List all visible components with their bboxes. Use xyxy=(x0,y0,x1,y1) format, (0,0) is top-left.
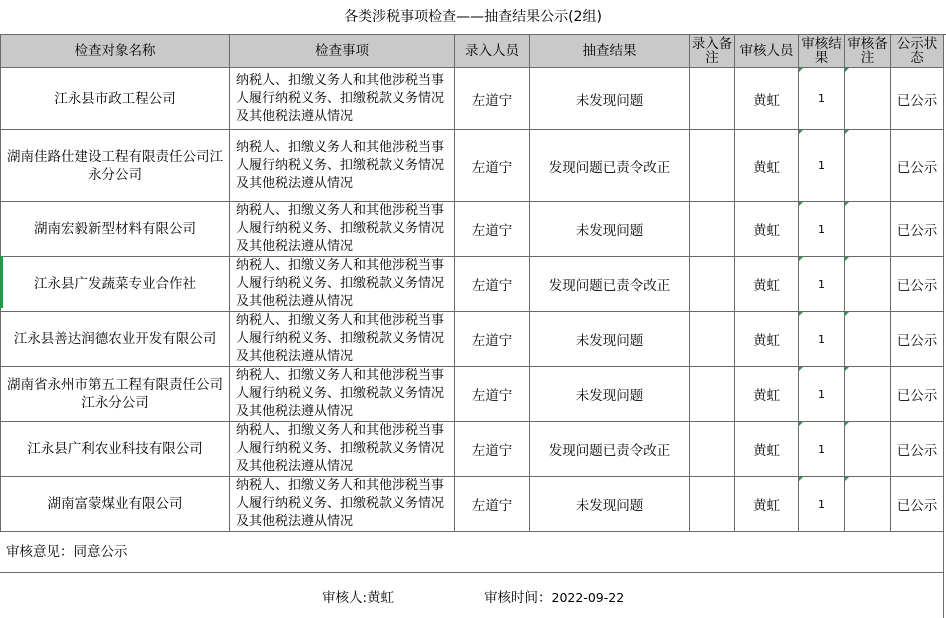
cell-inspection-item[interactable]: 纳税人、扣缴义务人和其他涉税当事人履行纳税义务、扣缴税款义务情况及其他税法遵从情况 xyxy=(230,202,455,257)
cell-reviewer[interactable]: 黄虹 xyxy=(735,312,799,367)
cell-status[interactable]: 已公示 xyxy=(891,68,944,130)
footer-time-value: 2022-09-22 xyxy=(551,590,625,605)
cell-company-name[interactable]: 江永县市政工程公司 xyxy=(1,68,230,130)
table-row xyxy=(1,130,944,202)
cell-reviewer[interactable]: 黄虹 xyxy=(735,477,799,532)
cell-review-note[interactable] xyxy=(845,68,891,130)
footer-review-time xyxy=(484,586,624,606)
cell-company-name[interactable]: 江永县善达润德农业开发有限公司 xyxy=(1,312,230,367)
cell-review-result[interactable]: 1 xyxy=(799,257,845,312)
cell-recorder-note[interactable] xyxy=(690,257,735,312)
cell-review-result[interactable]: 1 xyxy=(799,130,845,202)
table-row xyxy=(1,257,944,312)
cell-status[interactable]: 已公示 xyxy=(891,312,944,367)
header-recorder-note[interactable]: 录入备注 xyxy=(690,35,735,68)
cell-reviewer[interactable]: 黄虹 xyxy=(735,422,799,477)
cell-inspection-item[interactable]: 纳税人、扣缴义务人和其他涉税当事人履行纳税义务、扣缴税款义务情况及其他税法遵从情况 xyxy=(230,477,455,532)
footer-time-label: 审核时间： xyxy=(484,590,552,606)
footer-reviewer: 审核人:黄虹 xyxy=(322,590,395,606)
cell-review-result[interactable]: 1 xyxy=(799,367,845,422)
cell-result[interactable]: 未发现问题 xyxy=(530,367,690,422)
header-item[interactable]: 检查事项 xyxy=(230,35,455,68)
selected-row-marker xyxy=(0,256,3,308)
header-result[interactable]: 抽查结果 xyxy=(530,35,690,68)
table-row xyxy=(1,477,944,532)
cell-inspection-item[interactable]: 纳税人、扣缴义务人和其他涉税当事人履行纳税义务、扣缴税款义务情况及其他税法遵从情况 xyxy=(230,312,455,367)
cell-result[interactable]: 发现问题已责令改正 xyxy=(530,130,690,202)
table-row xyxy=(1,312,944,367)
cell-inspection-item[interactable]: 纳税人、扣缴义务人和其他涉税当事人履行纳税义务、扣缴税款义务情况及其他税法遵从情况 xyxy=(230,422,455,477)
cell-recorder-note[interactable] xyxy=(690,422,735,477)
cell-status[interactable]: 已公示 xyxy=(891,367,944,422)
cell-review-note[interactable] xyxy=(845,130,891,202)
cell-recorder[interactable]: 左道宁 xyxy=(455,202,530,257)
review-opinion xyxy=(0,526,943,573)
cell-result[interactable]: 发现问题已责令改正 xyxy=(530,257,690,312)
cell-reviewer[interactable]: 黄虹 xyxy=(735,367,799,422)
cell-review-note[interactable] xyxy=(845,202,891,257)
cell-inspection-item[interactable]: 纳税人、扣缴义务人和其他涉税当事人履行纳税义务、扣缴税款义务情况及其他税法遵从情况 xyxy=(230,367,455,422)
cell-company-name[interactable]: 湖南佳路仕建设工程有限责任公司江永分公司 xyxy=(1,130,230,202)
results-table xyxy=(0,34,944,532)
cell-inspection-item[interactable]: 纳税人、扣缴义务人和其他涉税当事人履行纳税义务、扣缴税款义务情况及其他税法遵从情况 xyxy=(230,257,455,312)
footer xyxy=(0,573,943,617)
table-row xyxy=(1,367,944,422)
cell-recorder-note[interactable] xyxy=(690,477,735,532)
header-recorder[interactable]: 录入人员 xyxy=(455,35,530,68)
cell-company-name[interactable]: 江永县广利农业科技有限公司 xyxy=(1,422,230,477)
cell-recorder-note[interactable] xyxy=(690,130,735,202)
cell-reviewer[interactable]: 黄虹 xyxy=(735,68,799,130)
cell-review-result[interactable]: 1 xyxy=(799,68,845,130)
header-review-result[interactable]: 审核结果 xyxy=(799,35,845,68)
table-row xyxy=(1,202,944,257)
header-reviewer[interactable]: 审核人员 xyxy=(735,35,799,68)
right-border xyxy=(943,34,944,618)
cell-status[interactable]: 已公示 xyxy=(891,257,944,312)
cell-recorder[interactable]: 左道宁 xyxy=(455,312,530,367)
cell-status[interactable]: 已公示 xyxy=(891,422,944,477)
sheet-title: 各类涉税事项检查——抽查结果公示(2组) xyxy=(0,0,946,35)
cell-recorder[interactable]: 左道宁 xyxy=(455,68,530,130)
cell-recorder[interactable]: 左道宁 xyxy=(455,130,530,202)
cell-review-result[interactable]: 1 xyxy=(799,202,845,257)
cell-recorder[interactable]: 左道宁 xyxy=(455,367,530,422)
header-status[interactable]: 公示状态 xyxy=(891,35,944,68)
cell-review-result[interactable]: 1 xyxy=(799,312,845,367)
cell-reviewer[interactable]: 黄虹 xyxy=(735,130,799,202)
cell-result[interactable]: 发现问题已责令改正 xyxy=(530,422,690,477)
table-row xyxy=(1,68,944,130)
header-name[interactable]: 检查对象名称 xyxy=(1,35,230,68)
cell-company-name[interactable]: 江永县广发蔬菜专业合作社 xyxy=(1,257,230,312)
cell-review-note[interactable] xyxy=(845,257,891,312)
cell-recorder-note[interactable] xyxy=(690,68,735,130)
table-row xyxy=(1,422,944,477)
cell-company-name[interactable]: 湖南宏毅新型材料有限公司 xyxy=(1,202,230,257)
cell-status[interactable]: 已公示 xyxy=(891,477,944,532)
cell-inspection-item[interactable]: 纳税人、扣缴义务人和其他涉税当事人履行纳税义务、扣缴税款义务情况及其他税法遵从情况 xyxy=(230,68,455,130)
cell-status[interactable]: 已公示 xyxy=(891,202,944,257)
cell-recorder-note[interactable] xyxy=(690,202,735,257)
cell-reviewer[interactable]: 黄虹 xyxy=(735,202,799,257)
cell-status[interactable]: 已公示 xyxy=(891,130,944,202)
cell-recorder-note[interactable] xyxy=(690,312,735,367)
cell-review-result[interactable]: 1 xyxy=(799,422,845,477)
cell-review-note[interactable] xyxy=(845,312,891,367)
cell-review-result[interactable]: 1 xyxy=(799,477,845,532)
cell-recorder[interactable]: 左道宁 xyxy=(455,257,530,312)
cell-review-note[interactable] xyxy=(845,367,891,422)
cell-result[interactable]: 未发现问题 xyxy=(530,68,690,130)
header-review-note[interactable]: 审核备注 xyxy=(845,35,891,68)
cell-company-name[interactable]: 湖南省永州市第五工程有限责任公司江永分公司 xyxy=(1,367,230,422)
cell-result[interactable]: 未发现问题 xyxy=(530,312,690,367)
cell-review-note[interactable] xyxy=(845,477,891,532)
cell-result[interactable]: 未发现问题 xyxy=(530,477,690,532)
cell-result[interactable]: 未发现问题 xyxy=(530,202,690,257)
cell-company-name[interactable]: 湖南富蒙煤业有限公司 xyxy=(1,477,230,532)
cell-recorder[interactable]: 左道宁 xyxy=(455,477,530,532)
cell-reviewer[interactable]: 黄虹 xyxy=(735,257,799,312)
review-opinion-text: 审核意见：同意公示 xyxy=(6,544,128,560)
cell-recorder-note[interactable] xyxy=(690,367,735,422)
cell-inspection-item[interactable]: 纳税人、扣缴义务人和其他涉税当事人履行纳税义务、扣缴税款义务情况及其他税法遵从情况 xyxy=(230,130,455,202)
cell-review-note[interactable] xyxy=(845,422,891,477)
cell-recorder[interactable]: 左道宁 xyxy=(455,422,530,477)
